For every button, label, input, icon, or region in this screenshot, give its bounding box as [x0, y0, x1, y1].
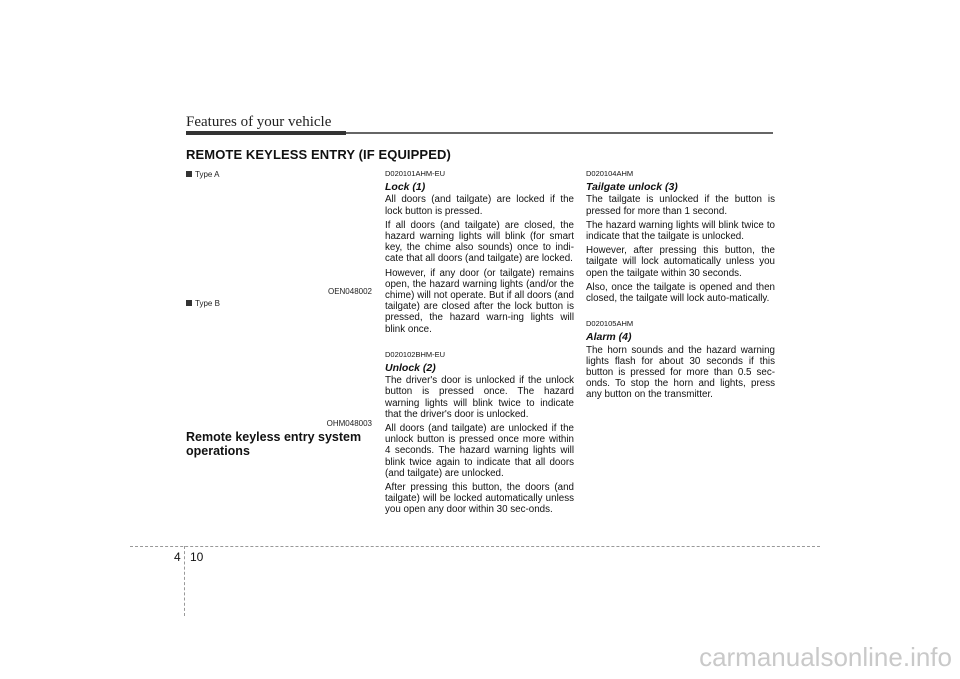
tailgate-paragraph: The hazard warning lights will blink twice to indicate that the tailgate is unlocked.	[586, 219, 775, 243]
figure-type-a-code: OEN048002	[327, 287, 372, 296]
unlock-heading: Unlock (2)	[385, 362, 436, 375]
unlock-code: D020102BHM-EU	[385, 349, 446, 359]
tailgate-paragraph: However, after pressing this button, the tailgate will lock automatically unless you open the tailgate within 30 seconds.	[586, 245, 775, 279]
unlock-paragraph: After pressing this button, the doors (and tailgate) will be locked automatically unless you open any door within 30 sec-onds.	[385, 482, 574, 516]
lock-code: D020101AHM-EU	[385, 169, 446, 178]
page-header-title: Features of your vehicle	[186, 114, 332, 130]
type-a-text: Type A	[195, 170, 220, 179]
lock-paragraph: However, if any door (or tailgate) remains open, the hazard warning lights (and/or the chime) will not operate. But if all doors (and tailgate) are closed after the lock button is pressed, the hazard warn-ing lights will blink once.	[385, 267, 574, 335]
alarm-section	[586, 318, 775, 400]
tailgate-paragraph: The tailgate is unlocked if the button is pressed for more than 1 second.	[586, 194, 775, 217]
lock-heading: Lock (1)	[385, 181, 426, 194]
figure-type-a-label	[186, 170, 219, 179]
square-bullet-icon	[186, 300, 192, 306]
footer-rule	[130, 546, 820, 547]
alarm-heading: Alarm (4)	[586, 331, 632, 344]
alarm-paragraph: The horn sounds and the hazard warning lights flash for about 30 seconds if this button is pressed for more than 0.5 sec-onds. To stop the horn and lights, press any button on the transmitter.	[586, 344, 775, 401]
square-bullet-icon	[186, 171, 192, 177]
lock-paragraph: All doors (and tailgate) are locked if the lock button is pressed.	[385, 194, 574, 217]
header-rule-accent	[186, 131, 346, 135]
lock-section	[385, 168, 574, 335]
chapter-number: 4	[174, 550, 181, 564]
figure-caption: Remote keyless entry system operations	[186, 430, 362, 458]
section-title: REMOTE KEYLESS ENTRY (IF EQUIPPED)	[186, 147, 451, 162]
unlock-section	[385, 349, 574, 516]
right-column	[586, 168, 775, 415]
unlock-paragraph: All doors (and tailgate) are unlocked if the unlock button is pressed once more within 4 seconds. The hazard warning lights will blink twice again to indicate that all doors (and tailgate) are unlocked.	[385, 423, 574, 479]
page-number: 10	[190, 550, 204, 564]
footer-vertical-rule	[184, 546, 185, 616]
tailgate-code: D020104AHM	[586, 169, 634, 178]
tailgate-section	[586, 168, 775, 304]
unlock-paragraph: The driver's door is unlocked if the unlock button is pressed once. The hazard warning lights will blink twice to indicate that the driver's door is unlocked.	[385, 375, 574, 420]
type-b-text: Type B	[195, 299, 220, 308]
alarm-code: D020105AHM	[586, 319, 634, 329]
figure-type-b-label	[186, 299, 220, 308]
middle-column	[385, 168, 574, 530]
figure-type-b-code: OHM048003	[326, 419, 372, 428]
lock-paragraph: If all doors (and tailgate) are closed, the hazard warning lights will blink (for smart key, the chime also sounds) once to indi-cate that all doors (and tailgate) are locked.	[385, 219, 574, 265]
tailgate-heading: Tailgate unlock (3)	[586, 181, 678, 194]
watermark: carmanualsonline.info	[699, 642, 952, 672]
tailgate-paragraph: Also, once the tailgate is opened and then closed, the tailgate will lock auto-matically.	[586, 281, 775, 305]
